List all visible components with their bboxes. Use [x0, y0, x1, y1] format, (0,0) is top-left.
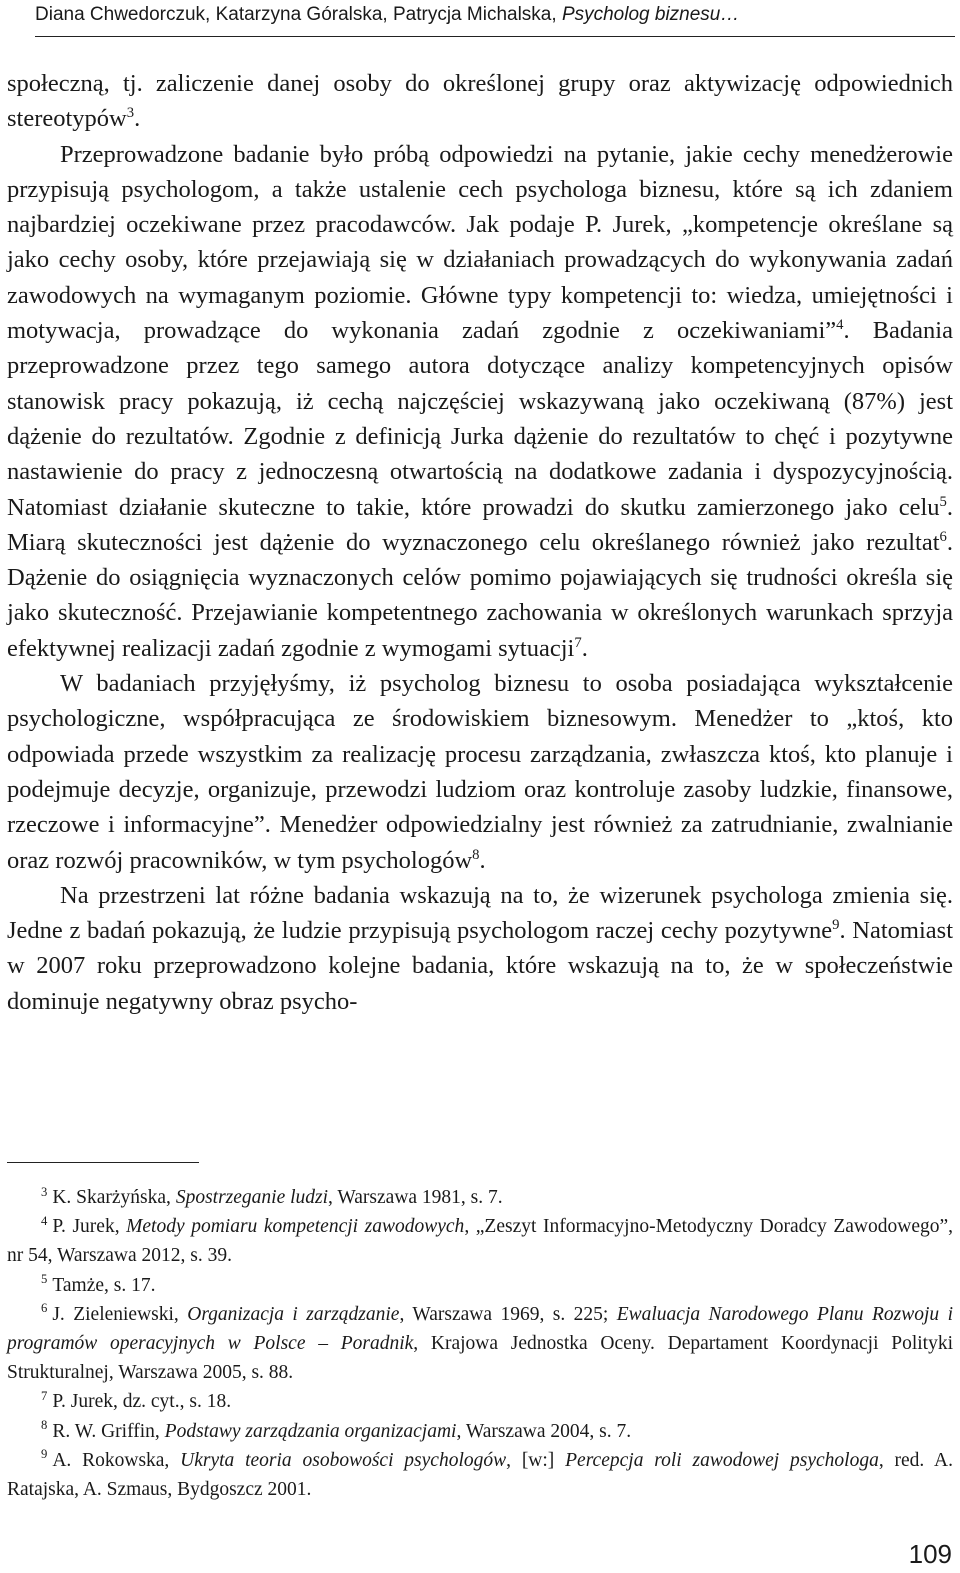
- header-title: Psycholog biznesu…: [561, 4, 740, 25]
- footnote-text: K. Skarżyńska,: [52, 1187, 176, 1208]
- footnote-title: Percepcja roli zawodowej psychologa: [565, 1449, 879, 1471]
- footnote-text: , Krajowa Jednostka Oceny. Departament Koordynacji Polityki Strukturalnej, Warszawa 2005, s. 88.: [7, 1333, 953, 1384]
- footnote-title: Podstawy zarządzania organizacjami: [164, 1420, 457, 1442]
- text-run: .: [134, 105, 141, 133]
- footnote-number: 8: [41, 1418, 48, 1433]
- footnote-text: Tamże, s. 17.: [52, 1274, 156, 1296]
- footnote-title: Metody pomiaru kompetencji zawodowych: [126, 1216, 465, 1238]
- footnote-title: Organizacja i zarządzanie: [187, 1303, 400, 1325]
- text-run: .: [479, 846, 486, 874]
- footnote-number: 5: [41, 1272, 48, 1287]
- header-authors: Diana Chwedorczuk, Katarzyna Góralska, Patrycja Michalska,: [35, 4, 557, 25]
- footnote-9: [7, 1446, 953, 1504]
- footnote-ref-5: 5: [939, 493, 947, 510]
- footnote-ref-6: 6: [939, 528, 947, 545]
- footnote-6: [7, 1300, 953, 1388]
- footnote-ref-8: 8: [472, 846, 480, 863]
- footnote-3: [7, 1183, 953, 1212]
- paragraph-1: [7, 66, 953, 137]
- text-run: W badaniach przyjęłyśmy, iż psycholog biznesu to osoba posiadająca wykształcenie psychologiczne, współpracująca ze środowiskiem biznesowym. Menedżer to „ktoś, kto odpowiada przede wszystkim za realizację procesu zarządzania, zwłaszcza ktoś, kto planuje i podejmuje decyzje, organizuje, przewodzi ludziom oraz kontroluje zasoby ludzkie, finansowe, rzeczowe i informacyjne”. Menedżer odpowiedzialny jest również za zatrudnianie, zwalnianie oraz rozwój pracowników, w tym psychologów: [7, 670, 953, 874]
- paragraph-4: [7, 878, 953, 1019]
- footnote-text: , Warszawa 2004, s. 7.: [456, 1420, 632, 1442]
- footnote-title: Ukryta teoria osobowości psychologów: [180, 1449, 507, 1471]
- text-run: . Badania przeprowadzone przez tego samego autora dotyczące analizy kompetencyjnych opisów stanowisk pracy pokazują, iż cechą najczęściej wskazywaną jako oczekiwaną (87%) jest dążenie do rezultatów. Zgodnie z definicją Jurka dążenie do rezultatów to chęć i pozytywne nastawienie do pracy z jednoczesną otwartością na dodatkowe zadania i dyspozycyjnością. Natomiast działanie skuteczne to takie, które prowadzi do skutku zamierzonego jako celu: [7, 317, 953, 521]
- footnote-5: [7, 1271, 953, 1300]
- footnote-text: , red. A. Ratajska, A. Szmaus, Bydgoszcz 2001.: [7, 1449, 953, 1501]
- running-header: [35, 0, 955, 37]
- page-number: 109: [908, 1539, 952, 1569]
- footnote-separator: [7, 1162, 199, 1163]
- text-run: Na przestrzeni lat różne badania wskazują na to, że wizerunek psychologa zmienia się. Jedne z badań pokazują, że ludzie przypisują psychologom raczej cechy pozytywne: [7, 881, 953, 945]
- footnote-7: [7, 1387, 953, 1416]
- footnote-8: [7, 1417, 953, 1446]
- text-run: .: [581, 634, 588, 662]
- footnote-number: 7: [41, 1388, 48, 1403]
- footnote-ref-7: 7: [574, 634, 582, 651]
- footnote-text: , [w:]: [506, 1449, 566, 1471]
- footnote-ref-3: 3: [126, 105, 135, 122]
- text-run: . Miarą skuteczności jest dążenie do wyznaczonego celu określanego również jako rezultat: [7, 493, 953, 556]
- main-text: [7, 66, 953, 1019]
- text-run: Przeprowadzone badanie było próbą odpowiedzi na pytanie, jakie cechy menedżerowie przypisują psychologom, a także ustalenie cech psychologa biznesu, które są ich zdaniem najbardziej oczekiwane przez pracodawców. Jak podaje P. Jurek, „kompetencje określane są jako cechy osoby, które przejawiają się w działaniach prowadzących do wykonywania zadań zawodowych na wymaganym poziomie. Główne typy kompetencji to: wiedza, umiejętności i motywacja, prowadzące do wykonania zadań zgodnie z oczekiwaniami”: [7, 140, 953, 345]
- footnote-number: 6: [41, 1301, 48, 1316]
- footnote-text: R. W. Griffin,: [52, 1420, 165, 1442]
- footnote-text: P. Jurek,: [52, 1216, 127, 1238]
- text-run: . Dążenie do osiągnięcia wyznaczonych celów pomimo pojawiających się trudności określa się jako skuteczność. Przejawianie kompetentnego zachowania w określonych warunkach sprzyja efektywnej realizacji zadań zgodnie z wymogami sytuacji: [7, 528, 953, 662]
- text-run: . Natomiast w 2007 roku przeprowadzono kolejne badania, które wskazują na to, że w społeczeństwie dominuje negatywny obraz psycho-: [7, 917, 953, 1015]
- footnote-title: Spostrzeganie ludzi: [175, 1187, 329, 1208]
- footnote-text: , Warszawa 1969, s. 225;: [399, 1303, 617, 1325]
- footnote-text: J. Zieleniewski,: [52, 1303, 188, 1325]
- footnote-text: A. Rokowska,: [52, 1449, 181, 1471]
- footnote-ref-4: 4: [836, 316, 844, 333]
- footnotes: [7, 1183, 953, 1504]
- footnote-text: P. Jurek, dz. cyt., s. 18.: [52, 1391, 232, 1413]
- footnote-ref-9: 9: [832, 916, 840, 933]
- paragraph-3: [7, 666, 953, 878]
- footnote-number: 4: [41, 1213, 48, 1228]
- footnote-number: 3: [41, 1184, 48, 1199]
- footnote-number: 9: [41, 1447, 48, 1462]
- footnote-4: [7, 1212, 953, 1270]
- footnote-text: , Warszawa 1981, s. 7.: [328, 1187, 503, 1208]
- text-run: społeczną, tj. zaliczenie danej osoby do określonej grupy oraz aktywizację odpowiednich stereotypów: [7, 70, 953, 133]
- footnote-title: Ewaluacja Narodowego Planu Rozwoju i programów operacyjnych w Polsce – Poradnik: [7, 1303, 953, 1355]
- footnote-text: , „Zeszyt Informacyjno-Metodyczny Doradcy Zawodowego”, nr 54, Warszawa 2012, s. 39.: [7, 1216, 954, 1267]
- paragraph-2: [7, 137, 953, 666]
